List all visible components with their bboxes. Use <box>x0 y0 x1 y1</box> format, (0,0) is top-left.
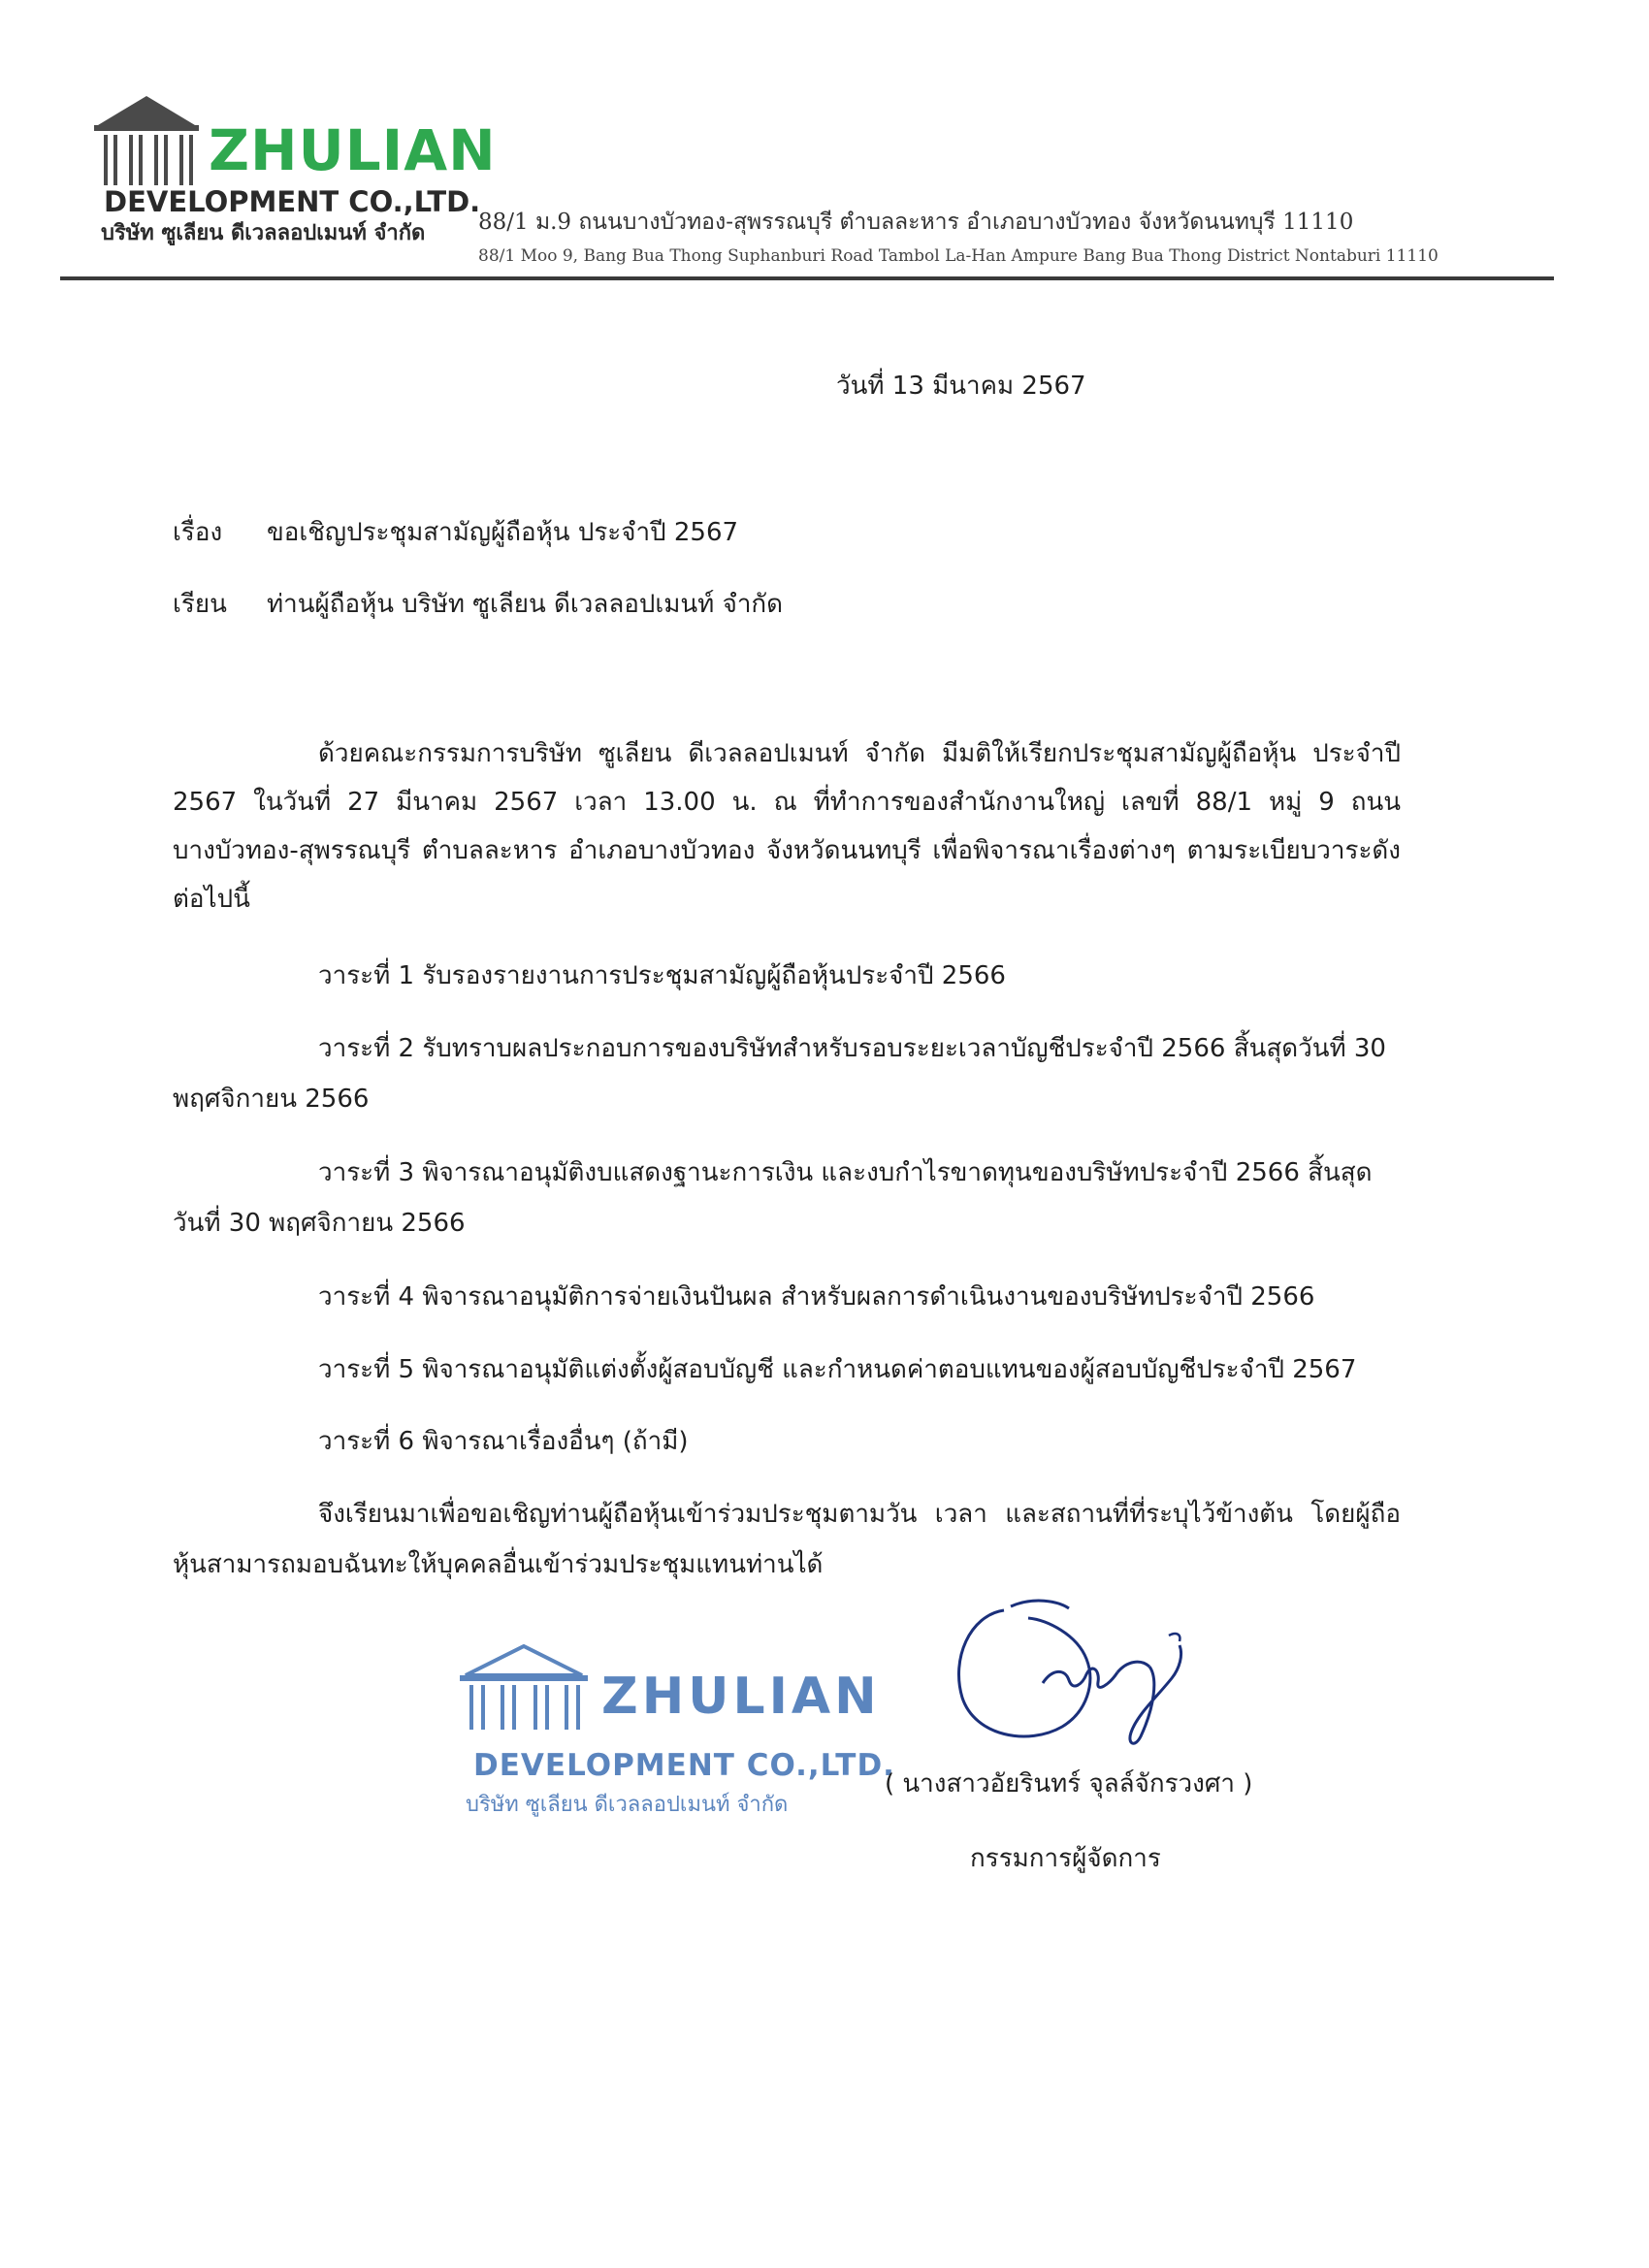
recipient-label: เรียน <box>173 590 227 619</box>
address-en: 88/1 Moo 9, Bang Bua Thong Suphanburi Road Tambol La-Han Ampure Bang Bua Thong District Nontaburi 11110 <box>478 246 1439 266</box>
closing-text: จึงเรียนมาเพื่อขอเชิญท่านผู้ถือหุ้นเข้าร่วมประชุมตามวัน เวลา และสถานที่ที่ระบุไว้ข้างต้น โดยผู้ถือหุ้นสามารถมอบฉันทะให้บุคคลอื่นเข้าร่วมประชุมแทนท่านได้ <box>173 1500 1401 1579</box>
handwritten-signature <box>951 1591 1203 1756</box>
subject-text: ขอเชิญประชุมสามัญผู้ถือหุ้น ประจำปี 2567 <box>267 518 739 547</box>
intro-paragraph <box>173 729 1401 923</box>
agenda-item-5: วาระที่ 5 พิจารณาอนุมัติแต่งตั้งผู้สอบบัญชี และกำหนดค่าตอบแทนของผู้สอบบัญชีประจำปี 2567 <box>318 1355 1357 1384</box>
letterhead-divider <box>60 276 1554 280</box>
agenda-item-3: วาระที่ 3 พิจารณาอนุมัติงบแสดงฐานะการเงิน และงบกำไรขาดทุนของบริษัทประจำปี 2566 สิ้นสุดวันที่ 30 พฤศจิกายน 2566 <box>173 1158 1373 1238</box>
company-name-en: DEVELOPMENT CO.,LTD. <box>104 185 481 218</box>
house-pillars-icon <box>94 96 199 185</box>
stamp-company-en: DEVELOPMENT CO.,LTD. <box>473 1748 895 1783</box>
agenda-item-6: วาระที่ 6 พิจารณาเรื่องอื่นๆ (ถ้ามี) <box>318 1427 689 1456</box>
letterhead <box>0 0 1649 291</box>
intro-text: ด้วยคณะกรรมการบริษัท ซูเลียน ดีเวลลอปเมนท์ จำกัด มีมติให้เรียกประชุมสามัญผู้ถือหุ้น ประจำปี 2567 ในวันที่ 27 มีนาคม 2567 เวลา 13.00 น. ณ ที่ทำการของสำนักงานใหญ่ เลขที่ 88/1 หมู่ 9 ถนนบางบัวทอง-สุพรรณบุรี ตำบลละหาร อำเภอบางบัวทอง จังหวัดนนทบุรี เพื่อพิจารณาเรื่องต่างๆ ตามระเบียบวาระดังต่อไปนี้ <box>173 739 1401 914</box>
closing-paragraph <box>173 1489 1401 1590</box>
company-stamp <box>456 1644 922 1833</box>
signer-title: กรรมการผู้จัดการ <box>970 1844 1161 1873</box>
stamp-company-th: บริษัท ซูเลียน ดีเวลลอปเมนท์ จำกัด <box>466 1793 789 1817</box>
company-logo-name: ZHULIAN <box>209 117 497 183</box>
address-th: 88/1 ม.9 ถนนบางบัวทอง-สุพรรณบุรี ตำบลละหาร อำเภอบางบัวทอง จังหวัดนนทบุรี 11110 <box>478 210 1354 235</box>
signer-name: ( นางสาวอัยรินทร์ จุลล์จักรวงศา ) <box>885 1769 1253 1798</box>
stamp-house-icon <box>456 1644 592 1732</box>
recipient-text: ท่านผู้ถือหุ้น บริษัท ซูเลียน ดีเวลลอปเมนท์ จำกัด <box>267 590 784 619</box>
stamp-name: ZHULIAN <box>601 1668 881 1726</box>
agenda-item-4: วาระที่ 4 พิจารณาอนุมัติการจ่ายเงินปันผล สำหรับผลการดำเนินงานของบริษัทประจำปี 2566 <box>318 1282 1315 1312</box>
letter-date: วันที่ 13 มีนาคม 2567 <box>836 372 1086 401</box>
subject-label: เรื่อง <box>173 518 223 547</box>
company-name-th: บริษัท ซูเลียน ดีเวลลอปเมนท์ จำกัด <box>101 221 426 245</box>
agenda-item-1: วาระที่ 1 รับรองรายงานการประชุมสามัญผู้ถือหุ้นประจำปี 2566 <box>318 961 1006 990</box>
agenda-item-2: วาระที่ 2 รับทราบผลประกอบการของบริษัทสำหรับรอบระยะเวลาบัญชีประจำปี 2566 สิ้นสุดวันที่ 30 พฤศจิกายน 2566 <box>173 1034 1386 1114</box>
